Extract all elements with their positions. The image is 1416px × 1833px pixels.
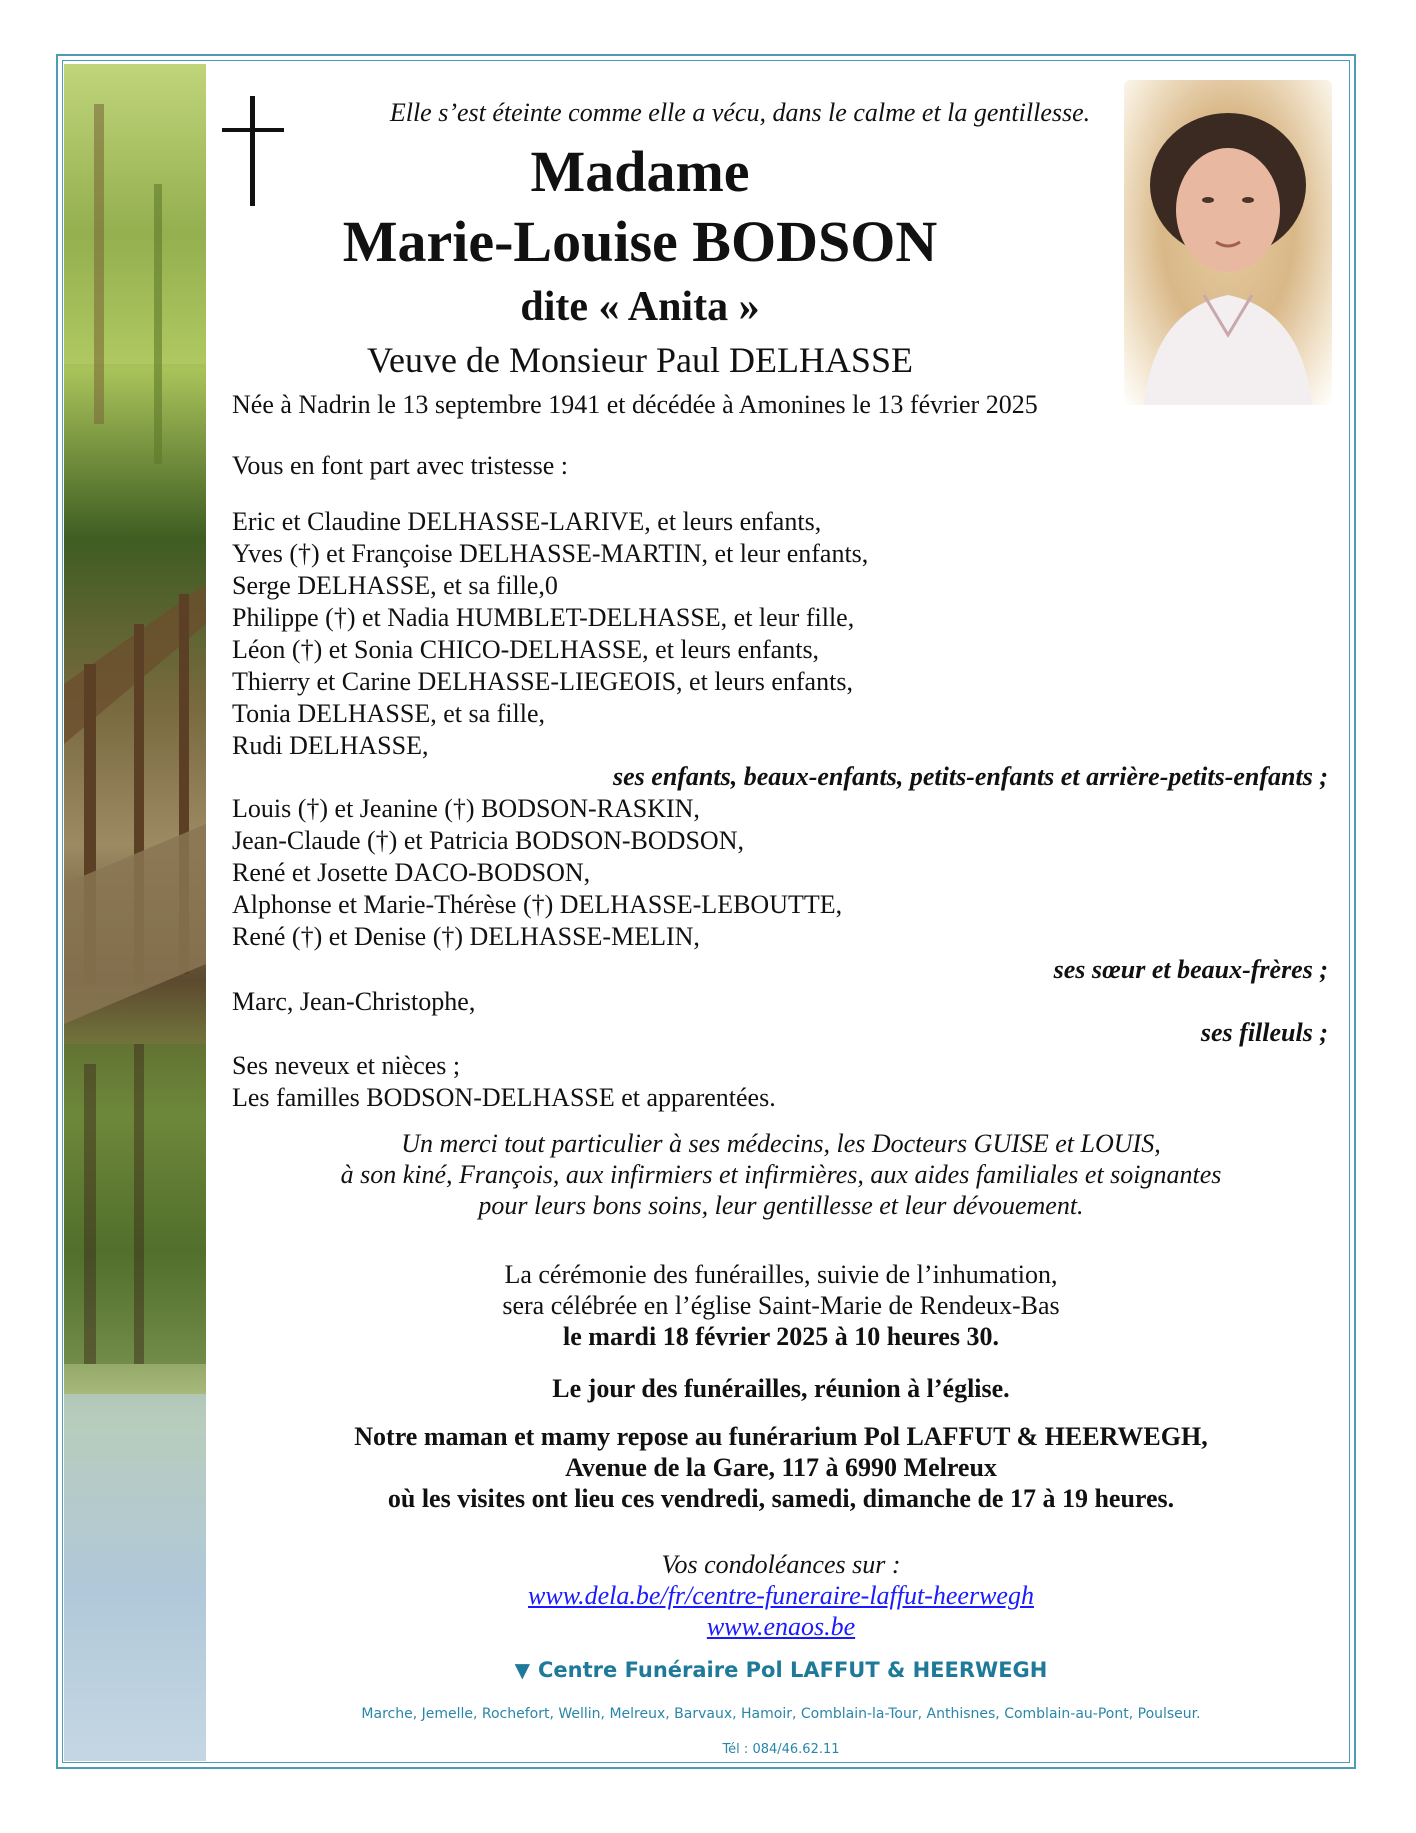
phone-number: Tél : 084/46.62.11 [722,1742,840,1757]
condolences-section [232,1549,1330,1642]
children-label: ses enfants, beaux-enfants, petits-enfants et arrière-petits-enfants ; [613,762,1328,791]
list-item: Eric et Claudine DELHASSE-LARIVE, et leurs enfants, [232,507,822,536]
thanks-line: pour leurs bons soins, leur gentillesse et leur dévouement. [478,1191,1084,1220]
list-item: Jean-Claude (†) et Patricia BODSON-BODSON, [232,826,744,855]
funeral-center-label: Centre Funéraire Pol LAFFUT & HEERWEGH [538,1658,1048,1682]
godchildren-label: ses filleuls ; [1200,1018,1328,1047]
list-item: Louis (†) et Jeanine (†) BODSON-RASKIN, [232,794,700,823]
list-item: Léon (†) et Sonia CHICO-DELHASSE, et leurs enfants, [232,635,820,664]
ceremony-date: le mardi 18 février 2025 à 10 heures 30. [563,1322,999,1351]
title-madame: Madame [530,139,750,204]
widow-of: Veuve de Monsieur Paul DELHASSE [367,340,913,380]
rest-line: Notre maman et mamy repose au funérarium Pol LAFFUT & HEERWEGH, [354,1422,1208,1451]
cities-list: Marche, Jemelle, Rochefort, Wellin, Melreux, Barvaux, Hamoir, Comblain-la-Tour, Anthisnes, Comblain-au-Pont, Poulseur. [361,1706,1201,1722]
ceremony-info [232,1259,1330,1352]
funeral-home-info [232,1421,1330,1514]
cross-icon [222,96,284,206]
list-item: René (†) et Denise (†) DELHASSE-MELIN, [232,922,700,951]
epigraph: Elle s’est éteinte comme elle a vécu, dans le calme et la gentillesse. [389,98,1091,127]
ceremony-line: sera célébrée en l’église Saint-Marie de Rendeux-Bas [502,1291,1060,1320]
list-item: Rudi DELHASSE, [232,731,429,760]
thanks-line: à son kiné, François, aux infirmiers et infirmières, aux aides familiales et soignantes [340,1160,1222,1189]
children-list [232,506,868,762]
birth-death-line: Née à Nadrin le 13 septembre 1941 et décédée à Amonines le 13 février 2025 [232,390,1038,419]
funeral-center-name [232,1658,1330,1682]
thanks-line: Un merci tout particulier à ses médecins, les Docteurs GUISE et LOUIS, [401,1129,1161,1158]
godchildren-list [232,986,475,1018]
portrait-photo [1124,80,1332,405]
nickname: dite « Anita » [520,284,760,330]
list-item: Ses neveux et nièces ; [232,1051,461,1080]
list-item: Tonia DELHASSE, et sa fille, [232,699,546,728]
list-item: Yves (†) et Françoise DELHASSE-MARTIN, et leur enfants, [232,539,869,568]
rest-line: où les visites ont lieu ces vendredi, samedi, dimanche de 17 à 19 heures. [387,1484,1175,1513]
list-item: René et Josette DACO-BODSON, [232,858,591,887]
siblings-label: ses sœur et beaux-frères ; [1053,955,1328,984]
others-list [232,1050,776,1114]
rest-line: Avenue de la Gare, 117 à 6990 Melreux [565,1453,997,1482]
siblings-list [232,793,842,953]
condolences-link-dela[interactable]: www.dela.be/fr/centre-funeraire-laffut-heerwegh [528,1581,1034,1610]
list-item: Les familles BODSON-DELHASSE et apparentées. [232,1083,776,1112]
side-landscape-image [64,64,206,1761]
triangle-down-icon: ▼ [514,1658,531,1682]
deceased-name: Marie-Louise BODSON [342,209,938,274]
reunion-note: Le jour des funérailles, réunion à l’église. [552,1374,1010,1403]
list-item: Marc, Jean-Christophe, [232,987,476,1016]
ceremony-line: La cérémonie des funérailles, suivie de l’inhumation, [504,1260,1058,1289]
list-item: Philippe (†) et Nadia HUMBLET-DELHASSE, et leur fille, [232,603,855,632]
condolences-label: Vos condoléances sur : [661,1550,901,1579]
list-item: Alphonse et Marie-Thérèse (†) DELHASSE-LEBOUTTE, [232,890,843,919]
list-item: Thierry et Carine DELHASSE-LIEGEOIS, et leurs enfants, [232,667,853,696]
thanks-paragraph [232,1128,1330,1221]
condolences-link-enaos[interactable]: www.enaos.be [706,1612,856,1641]
intro-text: Vous en font part avec tristesse : [232,451,568,480]
list-item: Serge DELHASSE, et sa fille,0 [232,571,558,600]
